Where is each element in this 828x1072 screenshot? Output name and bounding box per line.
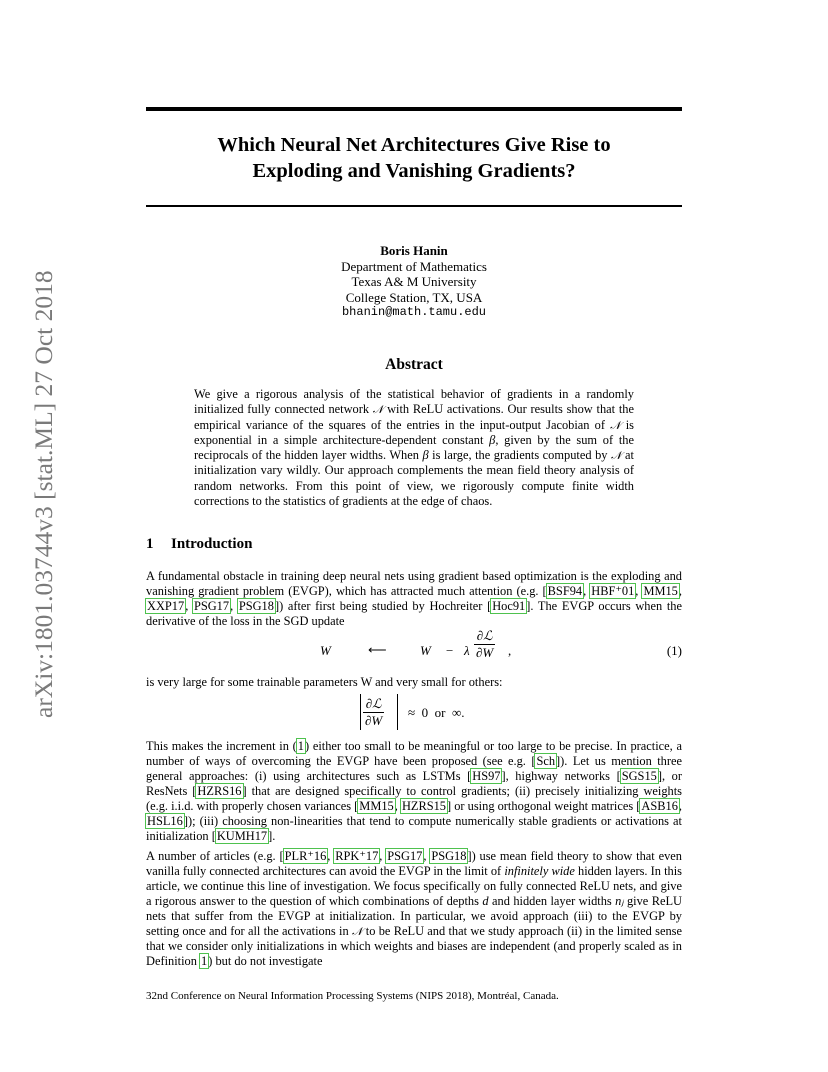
equation-label: (1): [666, 643, 682, 658]
author-city: College Station, TX, USA: [345, 289, 483, 305]
citation-link[interactable]: PSG17: [387, 849, 423, 863]
text-fragment: nets, and give a rigorous answer to the question of which combinations of depths: [146, 879, 682, 908]
text-fragment: ]. The EVGP occurs when the derivative of the loss in the SGD update: [146, 599, 682, 628]
text-fragment: and that we study approach (ii) in the limited sense that we consider only initializations in which weights and biases are independent (and properly scaled as in Definition: [146, 924, 682, 968]
network-symbol: 𝒩: [351, 925, 363, 938]
eq-minus: −: [446, 643, 454, 658]
eq-arrow: ⟵: [368, 642, 387, 657]
width-symbol: nⱼ: [615, 894, 624, 908]
citation-link[interactable]: PSG18: [431, 849, 467, 863]
text-fragment: ) either too small to be meaningful or too large to be precise. In practice, a number of ways of overcoming the EVGP have been proposed (see e.g. [: [146, 739, 682, 768]
eq-comma: ,: [508, 643, 512, 658]
citation-link[interactable]: SGS15: [621, 769, 657, 783]
abstract-fragment: with: [383, 402, 413, 417]
eq2-relation: ≈ 0 or ∞.: [408, 705, 465, 720]
citation-link[interactable]: RPK⁺17: [335, 849, 379, 863]
citation-link[interactable]: XXP17: [147, 599, 185, 613]
beta-symbol: β: [489, 432, 496, 447]
citation-link[interactable]: MM15: [643, 584, 678, 598]
title-top-rule: [146, 107, 682, 111]
text-fragment: ]) after first being studied by Hochreiter [: [274, 599, 492, 613]
text-fragment: ]); (iii) choosing non-linearities that tend to compute numerically stable gradients or activations at initialization [: [146, 814, 682, 843]
relu-term: ReLU: [412, 402, 444, 417]
section-heading: [146, 536, 252, 553]
paper-title: [146, 132, 682, 184]
arxiv-id: arXiv:1801.03744v3 [stat.ML] 27 Oct 2018: [29, 270, 58, 718]
text-fragment: ] that are designed specifically to control gradients; (ii) precisely initializing weights (e.g. i.i.d. with properly chosen variances [: [146, 784, 682, 813]
text-fragment: ] or using orthogonal weight matrices [: [447, 799, 641, 813]
text-fragment: This makes the increment in (: [146, 739, 297, 753]
citation-link[interactable]: Hoc91: [492, 599, 526, 613]
eq-numerator: ∂ℒ: [474, 628, 495, 645]
eq-denominator: ∂W: [476, 645, 494, 660]
title-line-1: Which Neural Net Architectures Give Rise to: [217, 134, 611, 156]
intro-paragraph-4: A number of articles (e.g. [PLR⁺16, RPK⁺17, PSG17, PSG18]) use mean field theory to show that even vanilla fully connected architectures can avoid the EVGP in the limit of infinitely wide hidden layers. In this article, we continue this line of investigation. We focus specifically on fully connected ReLU nets, and give a rigorous answer to the question of which combinations of depths d and hidden layer widths nⱼ give ReLU nets that suffer from the EVGP at initialization. In particular, we avoid approach (iii) to the EVGP by setting once and for all the activations in 𝒩 to be ReLU and that we study approach (ii) in the limited sense that we consider only initializations in which weights and biases are independent (and properly scaled as in Definition 1) but do not investigate: [146, 849, 682, 968]
relu-term: ReLU: [393, 924, 425, 938]
citation-link[interactable]: PSG17: [193, 599, 230, 613]
text-fragment: and hidden layer widths: [488, 894, 616, 908]
eq-rhs-w: W: [420, 643, 431, 658]
citation-link[interactable]: HBF⁺01: [591, 584, 635, 598]
text-fragment: give: [623, 894, 652, 908]
intro-paragraph-2: is very large for some trainable parameters W and very small for others:: [146, 675, 503, 689]
author-name: Boris Hanin: [380, 243, 448, 258]
eq2-fraction: [363, 696, 384, 729]
relu-term: ReLU: [651, 894, 682, 908]
citation-link[interactable]: BSF94: [547, 584, 583, 598]
author-dept: Department of Mathematics: [341, 258, 487, 274]
abs-bar-right: [397, 694, 398, 730]
abstract-text: [194, 387, 634, 509]
text-fragment: ) but do not investigate: [208, 954, 323, 968]
citation-link[interactable]: HZRS16: [197, 784, 242, 798]
eq2-denominator: ∂W: [365, 713, 383, 728]
citation-link[interactable]: HS97: [472, 769, 501, 783]
text-fragment: ], highway networks [: [501, 769, 621, 783]
definition-ref-link[interactable]: 1: [201, 954, 208, 968]
text-fragment: ].: [268, 829, 276, 843]
title-bottom-rule: [146, 205, 682, 207]
eq-fraction: [474, 628, 495, 661]
citation-link[interactable]: MM15: [359, 799, 394, 813]
abstract-fragment: at initialization vary wildly. Our approach complements the mean field theory analysis of random networks. From this point of view, we rigorously compute finite width corrections to the statistics of gradients at the edge of chaos.: [194, 448, 634, 509]
text-fragment: ], or ResNets [: [146, 769, 682, 798]
citation-link[interactable]: HZRS15: [401, 799, 447, 813]
author-univ: Texas A& M University: [351, 274, 477, 289]
arxiv-stamp: [0, 0, 80, 1072]
citation-link[interactable]: KUMH17: [216, 829, 268, 843]
text-fragment: to be: [362, 924, 394, 938]
citation-link[interactable]: ASB16: [641, 799, 678, 813]
section-title: Introduction: [171, 536, 253, 552]
abstract-fragment: activations. Our results show that the empirical variance of the squares of the entries in the input-output Jacobian of: [194, 402, 634, 432]
citation-link[interactable]: HSL16: [147, 814, 183, 828]
abstract-heading: Abstract: [385, 356, 443, 373]
emphasis-text: infinitely wide: [504, 864, 575, 878]
eq-lambda: λ: [464, 643, 470, 658]
eq2-numerator: ∂ℒ: [363, 696, 384, 713]
intro-paragraph-1: A fundamental obstacle in training deep neural nets using gradient based optimization is the exploding and vanishing gradient problem (EVGP), which has attracted much attention (e.g. [BSF94, HBF⁺01, MM15, XXP17, PSG17, PSG18]) after first being studied by Hochreiter [Hoc91]. The EVGP occurs when the derivative of the loss in the SGD update: [146, 569, 682, 628]
author-block: [146, 243, 682, 321]
author-email[interactable]: bhanin@math.tamu.edu: [341, 305, 487, 319]
conference-footer: 32nd Conference on Neural Information Processing Systems (NIPS 2018), Montréal, Canada.: [146, 990, 559, 1002]
citation-link[interactable]: Sch: [536, 754, 556, 768]
text-fragment: A fundamental obstacle in training deep neural nets using gradient based optimization is the exploding and vanishing gradient problem (EVGP), which has attracted much attention (e.g. [: [146, 569, 682, 598]
text-fragment: A number of articles (e.g. [: [146, 849, 284, 863]
intro-paragraph-3: This makes the increment in (1) either too small to be meaningful or too large to be precise. In practice, a number of ways of overcoming the EVGP have been proposed (see e.g. [Sch]). Let us mention three general approaches: (i) using architectures such as LSTMs [HS97], highway networks [SGS15], or ResNets [HZRS16] that are designed specifically to control gradients; (ii) precisely initializing weights (e.g. i.i.d. with properly chosen variances [MM15, HZRS15] or using orthogonal weight matrices [ASB16, HSL16]); (iii) choosing non-linearities that tend to compute numerically stable gradients or activations at initialization [KUMH17].: [146, 739, 683, 843]
eq-lhs: W: [320, 643, 331, 658]
relu-term: ReLU: [579, 879, 610, 893]
abs-bar-left: [360, 694, 361, 730]
depth-symbol: d: [482, 894, 489, 908]
abstract-fragment: is large, the gradients computed by: [428, 448, 611, 463]
citation-link[interactable]: PLR⁺16: [284, 849, 327, 863]
text-fragment: hidden layers. In this article, we continue this line of investigation. We focus specifically on fully connected: [146, 864, 682, 893]
text-fragment: nets that suffer from the EVGP at initialization. In particular, we avoid approach (iii) to the EVGP by setting once and for all the activations in: [146, 909, 682, 938]
title-line-2: Exploding and Vanishing Gradients?: [252, 160, 576, 182]
citation-link[interactable]: PSG18: [238, 599, 274, 613]
equation-ref-link[interactable]: 1: [297, 739, 304, 753]
abstract-fragment: , given by the sum of the reciprocals of the hidden layer widths. When: [194, 432, 634, 463]
section-number: 1: [146, 536, 154, 552]
network-symbol: 𝒩: [610, 418, 621, 432]
abstract-fragment: is exponential in a simple architecture-dependent constant: [194, 417, 634, 447]
beta-symbol: β: [422, 448, 429, 463]
text-fragment: ]) use mean field theory to show that even vanilla fully connected architectures can avoid the EVGP in the limit of: [146, 849, 682, 878]
network-symbol: 𝒩: [372, 403, 384, 417]
network-symbol: 𝒩: [610, 449, 622, 463]
abstract-fragment: We give a rigorous analysis of the statistical behavior of gradients in a randomly initialized fully connected network: [194, 387, 634, 417]
text-fragment: ]). Let us mention three general approaches: (i) using architectures such as LSTMs [: [146, 754, 682, 783]
